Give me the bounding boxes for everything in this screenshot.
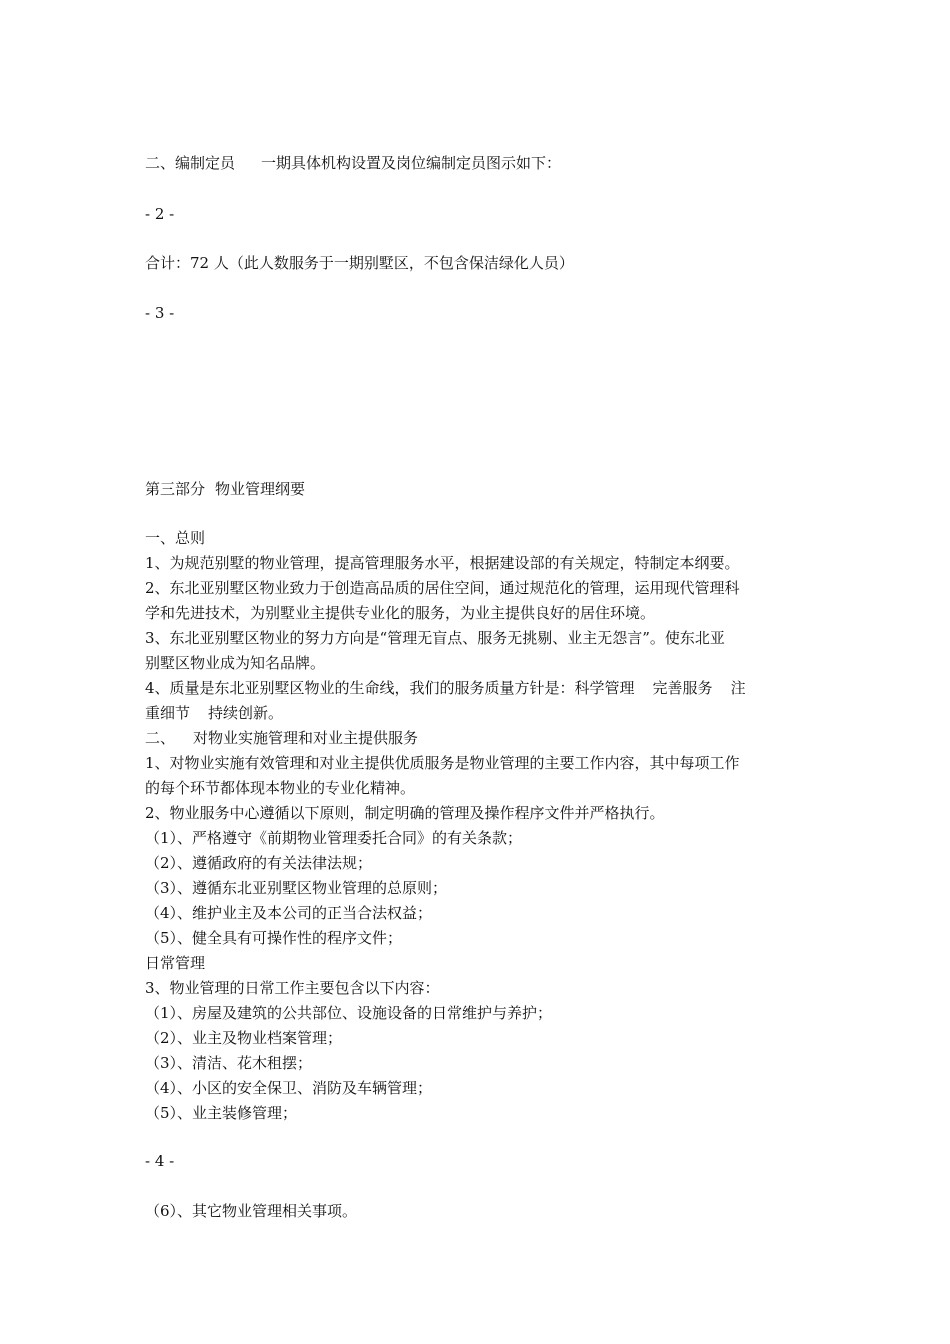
- body-line: 日常管理: [145, 954, 206, 972]
- body-line: （6）、其它物业管理相关事项。: [145, 1202, 358, 1220]
- body-line: 3、物业管理的日常工作主要包含以下内容：: [145, 979, 440, 997]
- body-line: 2、物业服务中心遵循以下原则，制定明确的管理及操作程序文件并严格执行。: [145, 804, 665, 822]
- page-number: - 2 -: [145, 205, 175, 223]
- section2-heading-text: 对物业实施管理和对业主提供服务: [193, 729, 419, 747]
- body-line: （3）、遵循东北亚别墅区物业管理的总原则；: [145, 879, 448, 897]
- staffing-heading-prefix: 二、编制定员: [145, 154, 236, 172]
- quality-policy-line2-start: 重细节: [145, 704, 191, 722]
- body-line: 3、东北亚别墅区物业的努力方向是“管理无盲点、服务无挑剔、业主无怨言”。使东北亚: [145, 629, 725, 647]
- body-line: （5）、健全具有可操作性的程序文件；: [145, 929, 403, 947]
- part-title: [145, 478, 305, 500]
- body-line: 的每个环节都体现本物业的专业化精神。: [145, 779, 416, 797]
- quality-policy-start: 4、质量是东北亚别墅区物业的生命线，我们的服务质量方针是：科学管理: [145, 679, 635, 697]
- page-number: - 3 -: [145, 304, 175, 322]
- quality-policy-mid: 完善服务: [652, 679, 713, 697]
- page-number: - 4 -: [145, 1152, 175, 1170]
- quality-policy-line2-end: 持续创新。: [208, 704, 284, 722]
- staffing-heading-text: 一期具体机构设置及岗位编制定员图示如下：: [261, 154, 562, 172]
- body-line: 学和先进技术，为别墅业主提供专业化的服务，为业主提供良好的居住环境。: [145, 604, 656, 622]
- section1-heading: 一、总则: [145, 529, 206, 547]
- body-line: （2）、业主及物业档案管理；: [145, 1029, 343, 1047]
- body-line: （5）、业主装修管理；: [145, 1104, 298, 1122]
- body-line: （1）、严格遵守《前期物业管理委托合同》的有关条款；: [145, 829, 523, 847]
- body-line: （1）、房屋及建筑的公共部位、设施设备的日常维护与养护；: [145, 1004, 553, 1022]
- section2-heading: [145, 727, 418, 749]
- staffing-heading: [145, 152, 561, 174]
- body-line: （3）、清洁、花木租摆；: [145, 1054, 313, 1072]
- body-line: 1、为规范别墅的物业管理，提高管理服务水平，根据建设部的有关规定，特制定本纲要。: [145, 554, 740, 572]
- body-line: （4）、维护业主及本公司的正当合法权益；: [145, 904, 433, 922]
- body-line: 2、东北亚别墅区物业致力于创造高品质的居住空间，通过规范化的管理，运用现代管理科: [145, 579, 740, 597]
- body-line: [145, 677, 746, 699]
- total-line: 合计：72 人（此人数服务于一期别墅区，不包含保洁绿化人员）: [145, 254, 574, 272]
- quality-policy-end: 注: [730, 679, 746, 697]
- body-line: 别墅区物业成为知名品牌。: [145, 654, 326, 672]
- body-line: [145, 702, 283, 724]
- part-title-name: 物业管理纲要: [215, 480, 306, 498]
- part-title-part: 第三部分: [145, 480, 206, 498]
- body-line: 1、对物业实施有效管理和对业主提供优质服务是物业管理的主要工作内容，其中每项工作: [145, 754, 740, 772]
- section2-heading-num: 二、: [145, 729, 176, 747]
- body-line: （4）、小区的安全保卫、消防及车辆管理；: [145, 1079, 433, 1097]
- body-line: （2）、遵循政府的有关法律法规；: [145, 854, 373, 872]
